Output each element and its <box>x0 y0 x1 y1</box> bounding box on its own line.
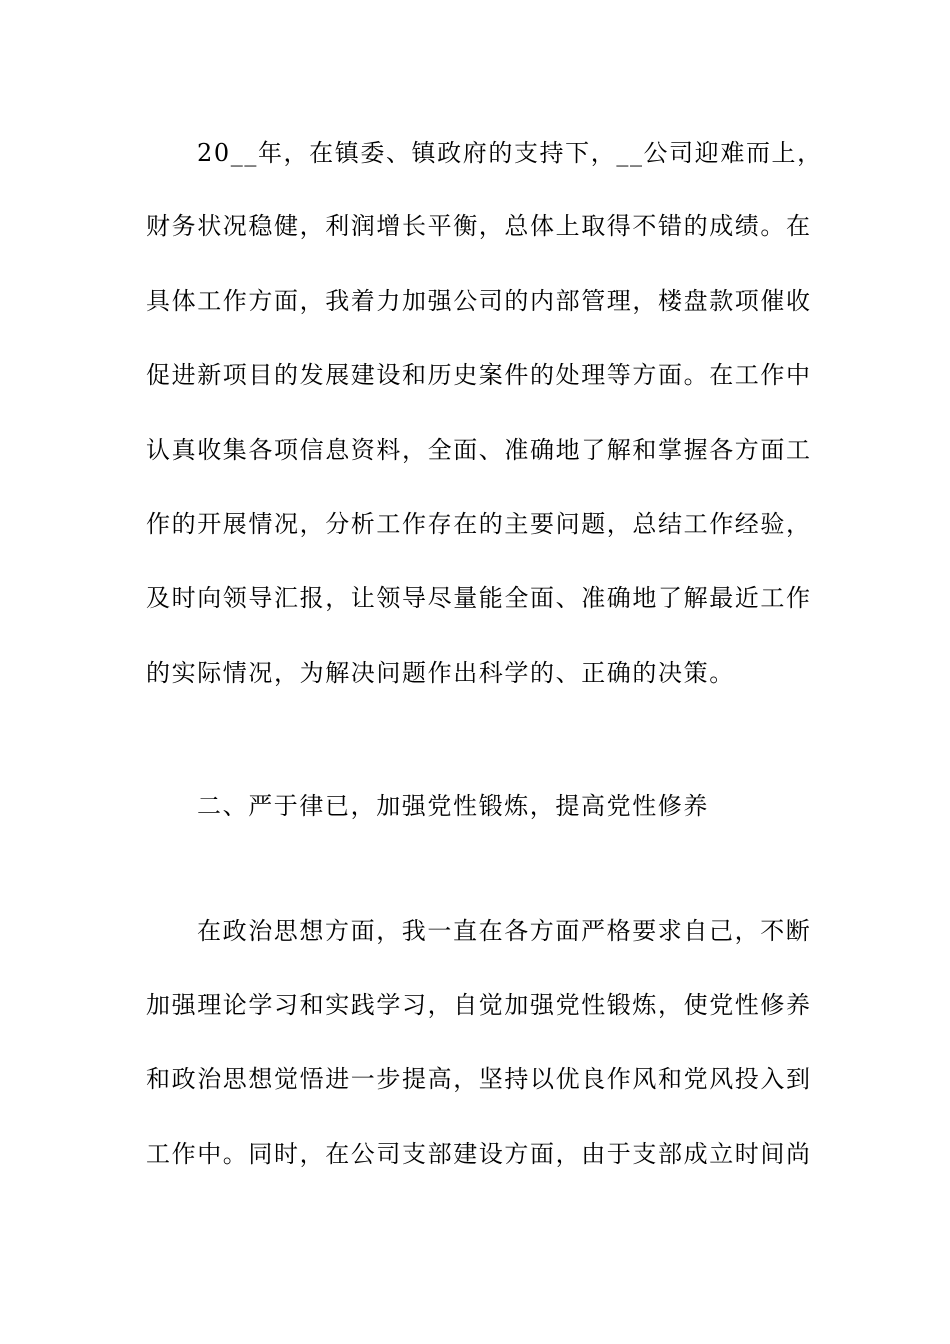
section-heading-2: 二、严于律已，加强党性锻炼，提高党性修养 <box>197 792 709 820</box>
paragraph-1-line-1: 20__年，在镇委、镇政府的支持下，__公司迎难而上， <box>197 139 823 167</box>
paragraph-2-line-2: 加强理论学习和实践学习，自觉加强党性锻炼，使党性修养 <box>146 991 812 1019</box>
paragraph-1-line-4: 促进新项目的发展建设和历史案件的处理等方面。在工作中 <box>146 361 812 389</box>
paragraph-1-line-5: 认真收集各项信息资料，全面、准确地了解和掌握各方面工 <box>146 436 812 464</box>
paragraph-1-line-7: 及时向领导汇报，让领导尽量能全面、准确地了解最近工作 <box>146 584 812 612</box>
paragraph-2-line-3: 和政治思想觉悟进一步提高，坚持以优良作风和党风投入到 <box>146 1065 812 1093</box>
paragraph-2-line-4: 工作中。同时，在公司支部建设方面，由于支部成立时间尚 <box>146 1140 812 1168</box>
paragraph-1-line-6: 作的开展情况，分析工作存在的主要问题，总结工作经验， <box>146 510 812 538</box>
paragraph-1-line-2: 财务状况稳健，利润增长平衡，总体上取得不错的成绩。在 <box>146 212 812 240</box>
paragraph-1-line-3: 具体工作方面，我着力加强公司的内部管理，楼盘款项催收 <box>146 287 812 315</box>
paragraph-2-line-1: 在政治思想方面，我一直在各方面严格要求自己，不断 <box>197 917 812 945</box>
paragraph-1-line-8: 的实际情况，为解决问题作出科学的、正确的决策。 <box>146 659 735 687</box>
